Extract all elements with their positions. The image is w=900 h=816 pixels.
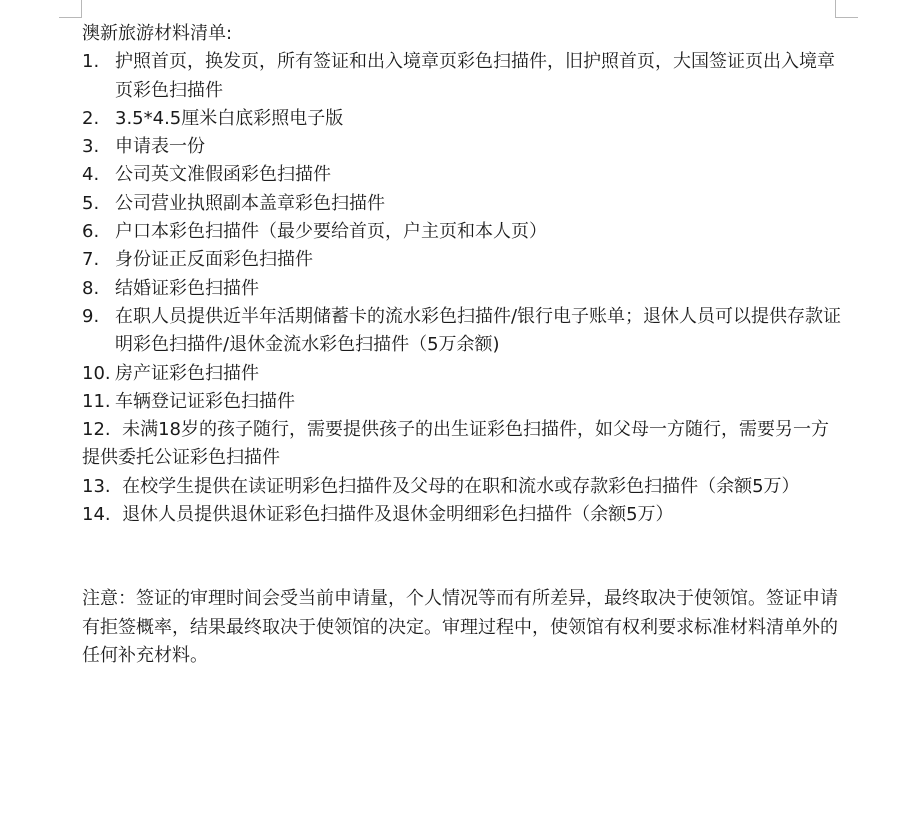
list-item [82, 133, 842, 161]
list-item-number: 3. [82, 136, 100, 158]
list-item-text: 公司英文准假函彩色扫描件 [115, 164, 331, 186]
document-heading: 澳新旅游材料清单: [82, 23, 233, 44]
list-item-text: 户口本彩色扫描件（最少要给首页，户主页和本人页） [115, 221, 547, 243]
list-item-text: 在职人员提供近半年活期储蓄卡的流水彩色扫描件/银行电子账单；退休人员可以提供存款证明彩色扫描件/退休金流水彩色扫描件（5万余额) [115, 305, 842, 356]
materials-list [82, 48, 842, 529]
list-item [82, 218, 842, 246]
list-item [82, 388, 842, 416]
list-item [82, 246, 842, 274]
list-item-number: 9. [82, 305, 100, 327]
list-item-text: 未满18岁的孩子随行，需要提供孩子的出生证彩色扫描件，如父母一方随行，需要另一方提供委托公证彩色扫描件 [82, 419, 829, 469]
list-item-text: 结婚证彩色扫描件 [115, 277, 259, 299]
list-item-number: 7. [82, 249, 100, 271]
list-item-number: 2. [82, 107, 100, 129]
list-item-text: 3.5*4.5厘米白底彩照电子版 [115, 107, 344, 129]
list-item-text: 申请表一份 [115, 136, 205, 158]
list-item-text: 护照首页，换发页，所有签证和出入境章页彩色扫描件，旧护照首页，大国签证页出入境章页彩色扫描件 [115, 51, 835, 101]
list-item-text: 车辆登记证彩色扫描件 [115, 390, 295, 412]
list-item-number: 14. [82, 504, 117, 526]
page-corner-mark-left [59, 0, 82, 18]
list-item-text: 公司营业执照副本盖章彩色扫描件 [115, 192, 385, 214]
list-item-text: 退休人员提供退休证彩色扫描件及退休金明细彩色扫描件（余额5万） [122, 504, 674, 526]
list-item [82, 48, 842, 105]
paragraph-spacer [82, 529, 842, 585]
list-item-number: 1. [82, 51, 100, 73]
list-item-text: 身份证正反面彩色扫描件 [115, 249, 313, 271]
list-item-number: 12. [82, 419, 117, 441]
list-item [82, 161, 842, 189]
document-body[interactable] [82, 20, 842, 670]
list-item-number: 6. [82, 221, 100, 243]
list-item-text: 房产证彩色扫描件 [115, 362, 259, 384]
list-item-number: 8. [82, 277, 100, 299]
list-item [82, 416, 842, 473]
list-item [82, 105, 842, 133]
list-item [82, 275, 842, 303]
list-item-number: 5. [82, 192, 100, 214]
page-corner-mark-right [835, 0, 858, 18]
list-item-number: 4. [82, 164, 100, 186]
list-item [82, 360, 842, 388]
list-item [82, 473, 842, 501]
list-item-number: 11. [82, 390, 111, 412]
list-item [82, 501, 842, 529]
notice-paragraph: 注意：签证的审理时间会受当前申请量，个人情况等而有所差异，最终取决于使领馆。签证申请有拒签概率，结果最终取决于使领馆的决定。审理过程中，使领馆有权利要求标准材料清单外的任何补充材料。 [82, 588, 838, 666]
list-item-text: 在校学生提供在读证明彩色扫描件及父母的在职和流水或存款彩色扫描件（余额5万） [122, 475, 800, 497]
list-item-number: 10. [82, 362, 111, 384]
list-item-number: 13. [82, 475, 117, 497]
list-item [82, 190, 842, 218]
list-item [82, 303, 842, 360]
